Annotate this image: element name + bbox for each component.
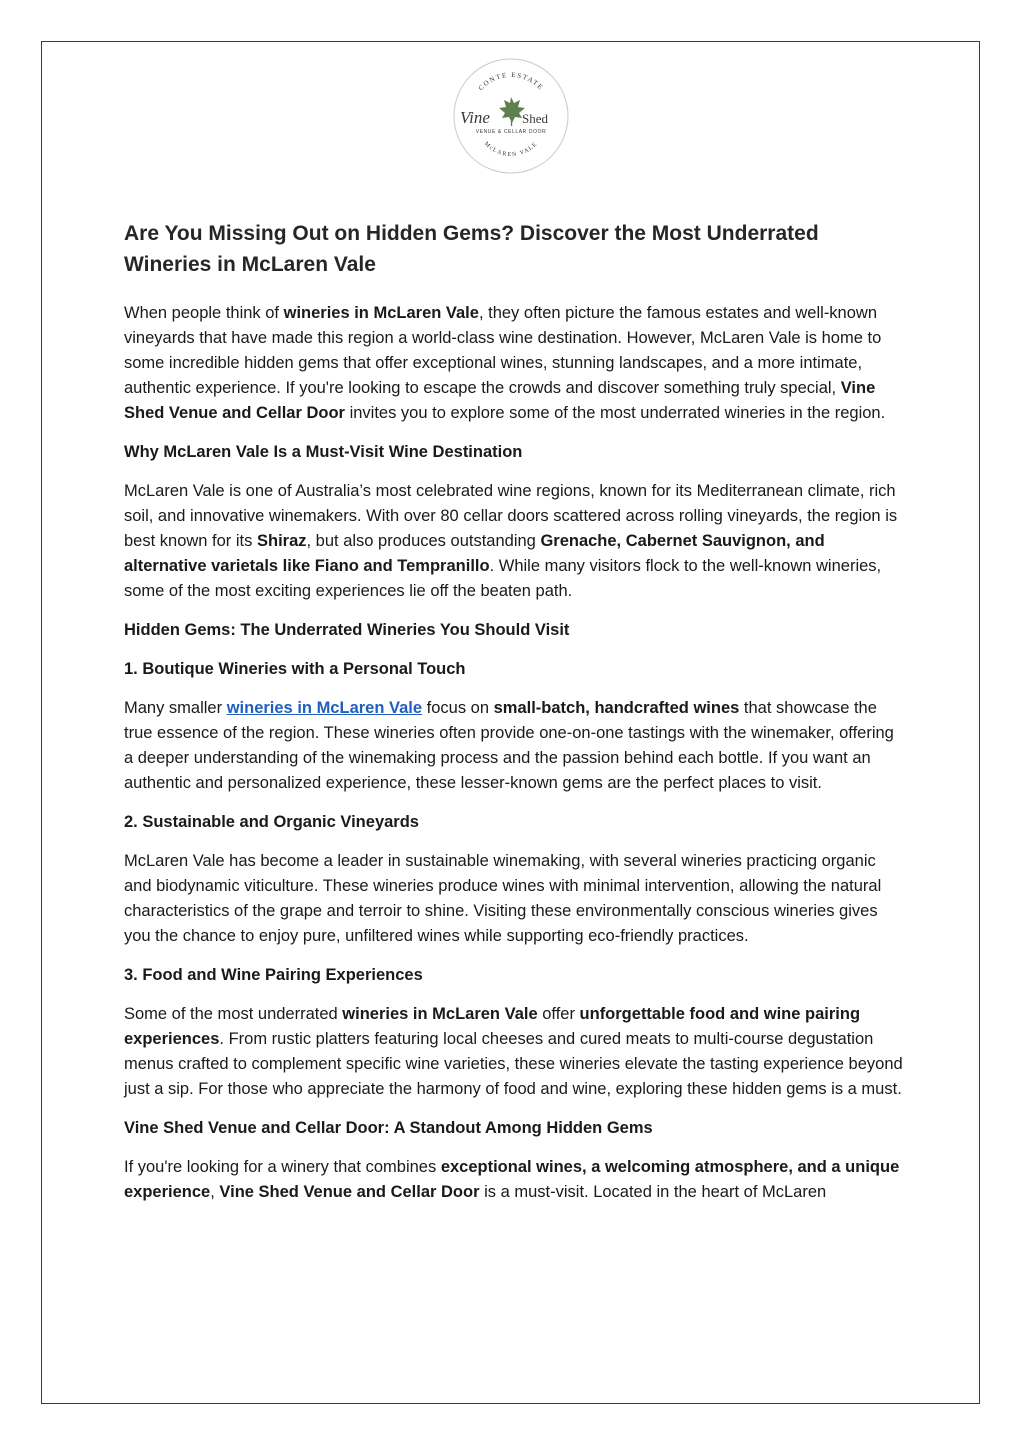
vineshed-text-3: is a must-visit. Located in the heart of McLaren xyxy=(479,1183,827,1201)
heading-boutique-wineries: 1. Boutique Wineries with a Personal Touch xyxy=(124,660,466,678)
heading-why-mclaren-vale: Why McLaren Vale Is a Must-Visit Wine Destination xyxy=(124,443,523,461)
why-text-2: , but also produces outstanding xyxy=(306,532,541,550)
why-bold-1: Shiraz xyxy=(256,532,307,550)
heading-vine-shed-standout: Vine Shed Venue and Cellar Door: A Standout Among Hidden Gems xyxy=(124,1119,653,1137)
intro-text-1: When people think of xyxy=(124,304,284,322)
logo-tagline: VENUE & CELLAR DOOR xyxy=(475,129,547,135)
intro-text-2: , they often picture the famous estates and well-known vineyards that have made this region a world-class wine destination. However, McLaren Vale is home to some incredible hidden gems that offer exceptional wines, stunning landscapes, and a more intimate, authentic experience. If you're looking to escape the crowds and discover something truly special, xyxy=(124,304,882,397)
logo-word-vine: Vine xyxy=(460,108,490,127)
boutique-text-1: Many smaller xyxy=(124,699,227,717)
boutique-text-3: that showcase the true essence of the region. These wineries often provide one-on-one tastings with the winemaker, offering a deeper understanding of the winemaking process and the passion behind each bottle. If you want an authentic and personalized experience, these lesser-known gems are the perfect places to visit. xyxy=(124,699,894,792)
boutique-paragraph xyxy=(124,696,904,796)
why-paragraph xyxy=(124,479,904,604)
logo-emblem xyxy=(452,57,570,175)
food-bold-1: wineries in McLaren Vale xyxy=(342,1005,538,1023)
boutique-bold-1: small-batch, handcrafted wines xyxy=(493,699,740,717)
boutique-text-2: focus on xyxy=(422,699,494,717)
food-paragraph xyxy=(124,1002,904,1102)
article-body xyxy=(124,218,904,1219)
logo-word-shed: Shed xyxy=(522,111,548,126)
food-text-2: offer xyxy=(537,1005,580,1023)
vineshed-text-2: , xyxy=(210,1183,220,1201)
vineshed-paragraph xyxy=(124,1155,904,1205)
wineries-link[interactable]: wineries in McLaren Vale xyxy=(226,699,423,717)
intro-paragraph xyxy=(124,301,904,426)
logo-top-text: CONTE ESTATE xyxy=(476,70,546,93)
intro-bold-2: Vine Shed Venue and Cellar Door xyxy=(124,379,876,422)
why-bold-2: Grenache, Cabernet Sauvignon, and alternative varietals like Fiano and Tempranillo xyxy=(124,532,825,575)
food-bold-2: unforgettable food and wine pairing experiences xyxy=(124,1005,861,1048)
why-text-3: . While many visitors flock to the well-known wineries, some of the most exciting experiences lie off the beaten path. xyxy=(124,557,882,600)
heading-food-wine-pairing: 3. Food and Wine Pairing Experiences xyxy=(124,966,423,984)
vine-shed-logo xyxy=(452,57,570,175)
heading-hidden-gems: Hidden Gems: The Underrated Wineries You Should Visit xyxy=(124,621,570,639)
heading-sustainable-vineyards: 2. Sustainable and Organic Vineyards xyxy=(124,813,419,831)
vineshed-bold-1: exceptional wines, a welcoming atmosphere, and a unique experience xyxy=(124,1158,900,1201)
food-text-1: Some of the most underrated xyxy=(124,1005,343,1023)
vineshed-text-1: If you're looking for a winery that combines xyxy=(124,1158,441,1176)
intro-text-3: invites you to explore some of the most underrated wineries in the region. xyxy=(344,404,886,422)
logo-bottom-text: McLAREN VALE xyxy=(482,140,540,159)
why-text-1: McLaren Vale is one of Australia’s most celebrated wine regions, known for its Mediterranean climate, rich soil, and innovative winemakers. With over 80 cellar doors scattered across rolling vineyards, the region is best known for its xyxy=(124,482,898,550)
page-title: Are You Missing Out on Hidden Gems? Discover the Most Underrated Wineries in McLaren Vale xyxy=(124,222,819,276)
food-text-3: . From rustic platters featuring local cheeses and cured meats to multi-course degustation menus crafted to complement specific wine varieties, these wineries elevate the tasting experience beyond just a sip. For those who appreciate the harmony of food and wine, exploring these hidden gems is a must. xyxy=(124,1030,903,1098)
vineshed-bold-2: Vine Shed Venue and Cellar Door xyxy=(219,1183,480,1201)
sustainable-paragraph: McLaren Vale has become a leader in sustainable winemaking, with several wineries practicing organic and biodynamic viticulture. These wineries produce wines with minimal intervention, allowing the natural characteristics of the grape and terroir to shine. Visiting these environmentally conscious wineries gives you the chance to enjoy pure, unfiltered wines while supporting eco-friendly practices. xyxy=(124,852,882,945)
intro-bold-1: wineries in McLaren Vale xyxy=(283,304,479,322)
